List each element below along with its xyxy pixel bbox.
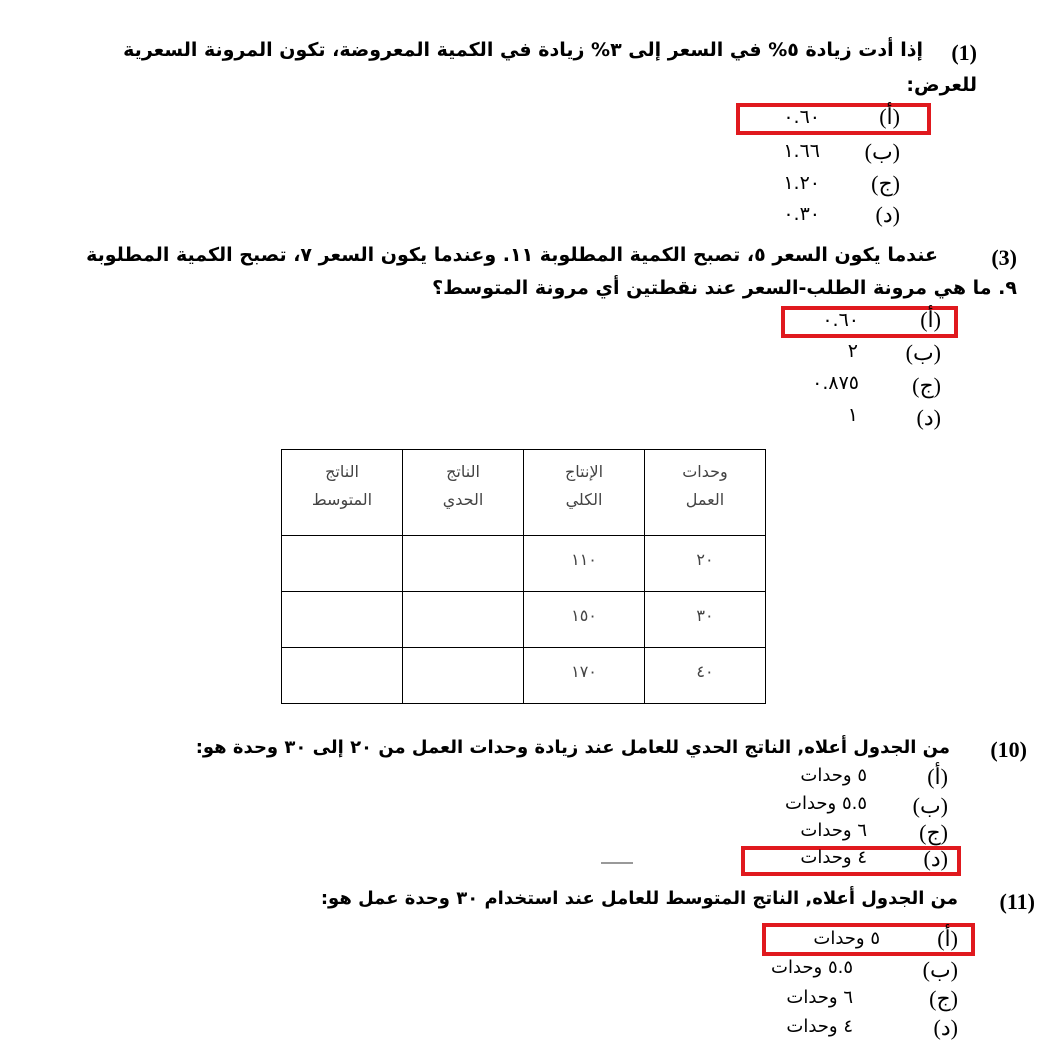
scan-artifact bbox=[601, 862, 633, 864]
table-cell bbox=[282, 648, 403, 704]
q1-option-d-value: ٠.٣٠ bbox=[783, 203, 820, 225]
table-cell bbox=[282, 536, 403, 592]
question-10-text: من الجدول أعلاه, الناتج الحدي للعامل عند زيادة وحدات العمل من ٢٠ إلى ٣٠ وحدة هو: bbox=[195, 737, 950, 758]
table-cell: ٢٠ bbox=[645, 536, 766, 592]
q10-option-d-value: ٤ وحدات bbox=[800, 847, 867, 868]
selected-answer-highlight bbox=[736, 103, 931, 135]
header-text: الناتج bbox=[446, 462, 480, 481]
q11-option-c-value: ٦ وحدات bbox=[786, 987, 853, 1008]
table-row bbox=[282, 592, 766, 648]
table-row bbox=[282, 648, 766, 704]
q1-option-c-value: ١.٢٠ bbox=[783, 172, 820, 194]
table-cell: ١١٠ bbox=[524, 536, 645, 592]
table-header-row bbox=[282, 450, 766, 536]
q1-option-a-value: ٠.٦٠ bbox=[783, 106, 820, 128]
header-text: العمل bbox=[685, 490, 725, 509]
q1-option-b-label[interactable]: (ب) bbox=[864, 139, 900, 164]
q3-option-c-label[interactable]: (ج) bbox=[912, 373, 941, 398]
table-cell bbox=[403, 592, 524, 648]
q3-option-a-value: ٠.٦٠ bbox=[822, 309, 859, 331]
header-text: الكلي bbox=[565, 490, 603, 509]
header-text: الإنتاج bbox=[564, 462, 604, 481]
question-1-text-line-1: إذا أدت زيادة ٥% في السعر إلى ٣% زيادة في الكمية المعروضة، تكون المرونة السعرية bbox=[123, 39, 923, 61]
q11-option-a-value: ٥ وحدات bbox=[813, 928, 880, 949]
question-3-text-line-1: عندما يكون السعر ٥، تصبح الكمية المطلوبة ١١. وعندما يكون السعر ٧، تصبح الكمية المطلوبة bbox=[86, 244, 938, 266]
q10-option-a-value: ٥ وحدات bbox=[800, 765, 867, 786]
q10-option-d-label[interactable]: (د) bbox=[923, 846, 948, 871]
q10-option-b-label[interactable]: (ب) bbox=[912, 793, 948, 818]
question-11-number: (11) bbox=[999, 889, 1035, 914]
question-3-text-line-2: ٩. ما هي مرونة الطلب-السعر عند نقطتين أي مرونة المتوسط؟ bbox=[432, 277, 1017, 299]
table-cell: ١٧٠ bbox=[524, 648, 645, 704]
header-text: الحدي bbox=[442, 490, 484, 509]
table-cell bbox=[403, 536, 524, 592]
q1-option-c-label[interactable]: (ج) bbox=[871, 171, 900, 196]
q11-option-d-label[interactable]: (د) bbox=[933, 1015, 958, 1040]
question-1-text-line-2: للعرض: bbox=[906, 74, 977, 96]
q1-option-b-value: ١.٦٦ bbox=[783, 140, 820, 162]
q3-option-d-value: ١ bbox=[847, 404, 858, 426]
table-cell bbox=[282, 592, 403, 648]
question-3-number: (3) bbox=[991, 245, 1017, 270]
q10-option-a-label[interactable]: (أ) bbox=[927, 764, 948, 789]
table-cell: ٣٠ bbox=[645, 592, 766, 648]
q10-option-c-label[interactable]: (ج) bbox=[919, 820, 948, 845]
table-header-labor-units bbox=[645, 450, 766, 536]
table-header-average-product bbox=[282, 450, 403, 536]
table-header-total-product bbox=[524, 450, 645, 536]
table-cell: ١٥٠ bbox=[524, 592, 645, 648]
question-1-number: (1) bbox=[951, 40, 977, 65]
q3-option-a-label[interactable]: (أ) bbox=[920, 307, 941, 332]
q1-option-a-label[interactable]: (أ) bbox=[879, 104, 900, 129]
production-table bbox=[281, 449, 766, 704]
table-row bbox=[282, 536, 766, 592]
question-10-number: (10) bbox=[990, 737, 1027, 762]
table-cell bbox=[403, 648, 524, 704]
table-header-marginal-product bbox=[403, 450, 524, 536]
question-11-text: من الجدول أعلاه, الناتج المتوسط للعامل عند استخدام ٣٠ وحدة عمل هو: bbox=[320, 888, 958, 909]
q1-option-d-label[interactable]: (د) bbox=[875, 202, 900, 227]
q3-option-b-label[interactable]: (ب) bbox=[905, 340, 941, 365]
header-text: المتوسط bbox=[311, 490, 373, 509]
q3-option-c-value: ٠.٨٧٥ bbox=[812, 372, 859, 394]
q3-option-b-value: ٢ bbox=[847, 340, 858, 362]
q11-option-c-label[interactable]: (ج) bbox=[929, 986, 958, 1011]
table-cell: ٤٠ bbox=[645, 648, 766, 704]
q11-option-a-label[interactable]: (أ) bbox=[937, 926, 958, 951]
q10-option-c-value: ٦ وحدات bbox=[800, 820, 867, 841]
q10-option-b-value: ٥.٥ وحدات bbox=[785, 793, 867, 814]
q11-option-d-value: ٤ وحدات bbox=[786, 1016, 853, 1037]
q3-option-d-label[interactable]: (د) bbox=[916, 405, 941, 430]
header-text: وحدات bbox=[682, 462, 728, 481]
q11-option-b-label[interactable]: (ب) bbox=[922, 957, 958, 982]
q11-option-b-value: ٥.٥ وحدات bbox=[771, 957, 853, 978]
header-text: الناتج bbox=[325, 462, 359, 481]
